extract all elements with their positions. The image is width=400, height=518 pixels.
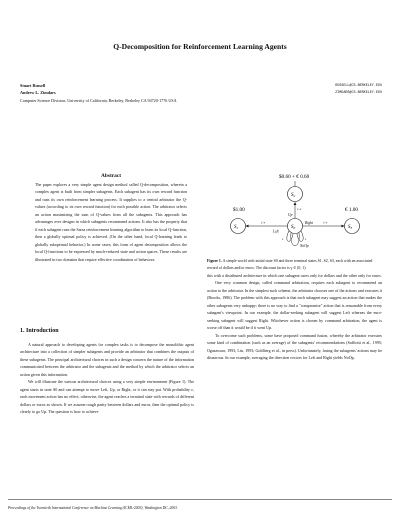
- intro-column: [20, 341, 194, 416]
- right-self-loop-label: ε: [305, 237, 307, 241]
- state-s3-label: $S_3$: [348, 225, 353, 231]
- right-column: [207, 272, 382, 361]
- author-name-1: Stuart Russell: [20, 83, 46, 88]
- left-reward-label: $1.00: [233, 207, 245, 213]
- author-name-2: Andrew L. Zimdars: [20, 90, 56, 95]
- caption-text: A simple world with initial state S0 and three terminal states S1, S2, S3, each with an associated reward of dollars and/or euros. The discount factor is γ ∈ (0, 1).: [207, 259, 373, 270]
- left-self-loop-label: ε: [282, 237, 284, 241]
- right-reward-label: € 1.00: [345, 207, 358, 213]
- noop-self-loop: [291, 233, 299, 246]
- right-paragraph-2: One very common design, called command arbitration, requires each subagent to recommend an action to the arbitrator. In the simplest such scheme, the arbitrator chooses one of the actions and executes it (Brooks, 1986). The problem with this approach is that each subagent may suggest an action that makes the other subagents very unhappy; there is no way to find a "compromise" action that is reasonable from every subagent's viewpoint. In our example, the dollar-seeking subagent will suggest Left whereas the euro-seeking subagent will suggest Right. Whichever action is chosen by command arbitration, the agent is worse off than it would be if it went Up.: [207, 280, 382, 331]
- right-paragraph-1: this with a distributed architecture in which one subagent cares only for dollars and the other only for euros.: [207, 273, 382, 278]
- intro-paragraph-1: A natural approach to developing agents for complex tasks is to decompose the monolithic agent architecture into a collection of simpler subagents and provide an arbitrator that combines the outputs of these subagents. The principal architectural choices in such a design concern the nature of the information communicated between the arbitrator and the subagents and the method by which the arbitrator selects an action given this information.: [20, 342, 194, 377]
- author-email-1: RUSSELL@CS.BERKELEY.EDU: [335, 84, 382, 88]
- abstract-heading: Abstract: [100, 173, 122, 179]
- author-email-2: ZIMDARS@CS.BERKELEY.EDU: [335, 91, 382, 95]
- state-s2-label: $S_2$: [291, 193, 296, 199]
- state-s0-label: $S_0$: [291, 225, 296, 231]
- affiliation: Computer Science Division, University of California, Berkeley, Berkeley CA 94720-1776 USA: [20, 98, 177, 103]
- left-action-label: Left: [273, 229, 279, 234]
- paper-title: Q-Decomposition for Reinforcement Learning Agents: [113, 42, 287, 51]
- abstract-body: The paper explores a very simple agent design method called Q-decomposition, wherein a complex agent is built from simpler subagents. Each subagent has its own reward function and runs its own reinforcement learning process. It supplies to a central arbitrator the Q-values (according to its own reward function) for each possible action. The arbitrator selects an action maximizing the sum of Q-values from all the subagents. This approach has advantages over designs in which subagents recommend actions. It also has the property that if each subagent runs the Sarsa reinforcement learning algorithm to learn its local Q-function, then a globally optimal policy is achieved. (On the other hand, local Q-learning leads to globally suboptimal behavior.) In some cases, this form of agent decomposition allows the local Q-functions to be expressed by much-reduced state and action spaces. These results are illustrated in two domains that require effective coordination of behaviors.: [35, 182, 187, 262]
- figure-1-diagram: [205, 170, 385, 254]
- top-reward-label: $0.60 + € 0.60: [279, 174, 310, 180]
- figure-1-caption: [207, 258, 382, 271]
- right-arrowhead: [342, 225, 345, 228]
- up-arrowhead: [294, 202, 297, 205]
- left-prob-label: 1-ε: [261, 220, 266, 225]
- intro-paragraph-2: We will illustrate the various architectural choices using a very simple environment (Figure 1). The agent starts in state S0 and can attempt to move Left, Up, or Right, or it can stay put. With probability ε, each movement action has no effect; otherwise, the agent reaches a terminal state with rewards of different dollars or euros as shown. If we assume rough parity between dollars and euros, then the optimal policy is clearly to go Up. The question is how to achieve: [20, 379, 194, 415]
- footer-rule: [8, 499, 392, 500]
- caption-label: Figure 1.: [207, 259, 222, 263]
- state-s1-label: $S_1$: [234, 225, 239, 231]
- up-prob-label: 1-ε: [297, 207, 302, 211]
- right-paragraph-3: To overcome such problems, some have proposed command fusion, whereby the arbitrator executes some kind of combination (such as an average) of the subagents' recommendations (Saffiotti et al., 1995; Ogasawara, 1993; Lin, 1993; Goldberg et al., in press). Unfortunately, fusing the subagents' actions may be disastrous. In our example, averaging the direction vectors for Left and Right yields NoOp,: [207, 332, 382, 360]
- noop-action-label: NoOp: [300, 244, 309, 248]
- right-prob-label: 1-ε: [323, 220, 328, 225]
- up-action-label: Up: [288, 213, 293, 217]
- right-action-label: Right: [305, 221, 313, 225]
- section-heading-introduction: 1. Introduction: [20, 328, 59, 334]
- left-arrowhead: [246, 225, 249, 228]
- proceedings-footer: Proceedings of the Twentieth International Conference on Machine Learning (ICML-2003), Washington DC, 2003.: [8, 506, 178, 510]
